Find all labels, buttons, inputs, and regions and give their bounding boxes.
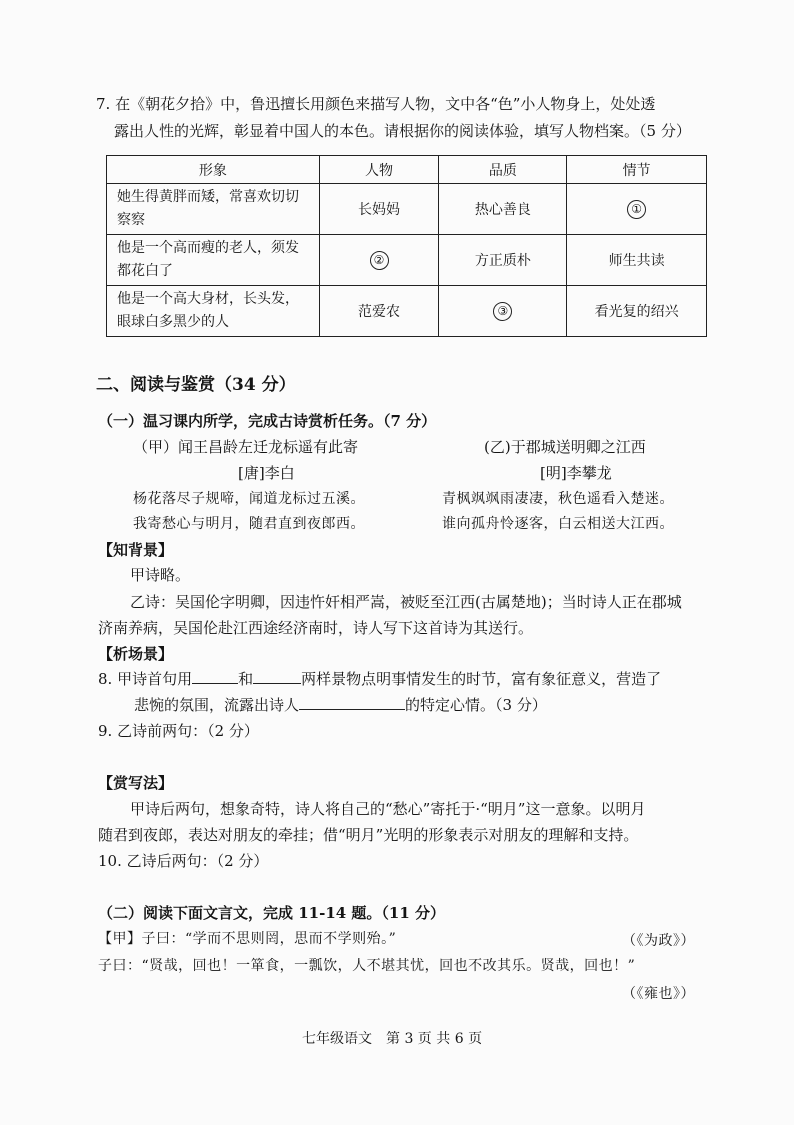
q8-text: 两样景物点明事情发生的时节，富有象征意义，营造了: [301, 670, 662, 688]
background-label: 【知背景】: [98, 541, 174, 559]
q8-text: 和: [238, 670, 254, 688]
plot-cell: 师生共读: [567, 235, 707, 286]
blank-marker-1: ①: [627, 200, 646, 219]
quality-cell: [439, 286, 567, 337]
background-b-line-1: 乙诗：吴国伦字明卿，因违忤奸相严嵩，被贬至江西(古属楚地)；当时诗人正在郡城: [130, 593, 682, 611]
desc-line: 都花白了: [117, 263, 173, 279]
background-b-line-2: 济南养病，吴国伦赴江西途经济南时，诗人写下这首诗为其送行。: [98, 619, 534, 637]
desc-line: 察察: [117, 212, 145, 228]
table-header-row: [107, 156, 707, 184]
poem-a-line: 杨花落尽子规啼，闻道龙标过五溪。: [133, 491, 365, 507]
blank-marker-2: ②: [370, 251, 389, 270]
question-7-line-1: 7. 在《朝花夕拾》中，鲁迅擅长用颜色来描写人物，文中各“色”小人物身上，处处透: [96, 95, 656, 113]
poem-b-author: [明]李攀龙: [540, 464, 612, 482]
image-cell: [107, 235, 320, 286]
source-label: （《雍也》）: [622, 986, 695, 1002]
classical-text-b: 子曰：“贤哉，回也！一箪食，一瓢饮，人不堪其忧，回也不改其乐。贤哉，回也！”: [98, 958, 636, 974]
poem-a-title: （甲）闻王昌龄左迁龙标遥有此寄: [133, 438, 359, 456]
source-label: （《为政》）: [622, 933, 695, 949]
background-a: 甲诗略。: [130, 566, 191, 584]
poem-a-line: 我寄愁心与明月，随君直到夜郎西。: [133, 516, 365, 532]
part-1-heading: （一）温习课内所学，完成古诗赏析任务。（7 分）: [98, 412, 437, 430]
poem-b-line: 青枫飒飒雨凄凄，秋色遥看入楚迷。: [442, 491, 674, 507]
method-label: 【赏写法】: [98, 774, 174, 792]
section-heading: 二、阅读与鉴赏（34 分）: [96, 375, 296, 395]
person-cell: 范爱农: [319, 286, 439, 337]
answer-blank[interactable]: [299, 695, 405, 710]
scene-label: 【析场景】: [98, 645, 174, 663]
page-footer: 七年级语文 第 3 页 共 6 页: [302, 1031, 483, 1047]
header-image: 形象: [107, 156, 320, 184]
desc-line: 她生得黄胖而矮，常喜欢切切: [117, 189, 299, 205]
image-cell: [107, 286, 320, 337]
poem-b-title: (乙)于郡城送明卿之江西: [484, 438, 646, 456]
header-person: 人物: [319, 156, 439, 184]
method-line-1: 甲诗后两句，想象奇特，诗人将自己的“愁心”寄托于·“明月”这一意象。以明月: [130, 800, 646, 818]
question-8-line-1: [98, 668, 661, 689]
q8-text: 悲惋的氛围，流露出诗人: [134, 696, 300, 714]
table-row: [107, 235, 707, 286]
table-row: [107, 286, 707, 337]
header-plot: 情节: [567, 156, 707, 184]
desc-line: 眼球白多黑少的人: [117, 314, 229, 330]
desc-line: 他是一个高大身材，长头发，: [117, 291, 299, 307]
person-cell: 长妈妈: [319, 184, 439, 235]
q8-text: 8. 甲诗首句用: [98, 670, 193, 688]
blank-marker-3: ③: [493, 302, 512, 321]
method-line-2: 随君到夜郎，表达对朋友的牵挂；借“明月”光明的形象表示对朋友的理解和支持。: [98, 826, 639, 844]
person-cell: [319, 235, 439, 286]
quality-cell: 方正质朴: [439, 235, 567, 286]
q8-text: 的特定心情。（3 分）: [405, 696, 547, 714]
question-7-line-2: 露出人性的光辉，彰显着中国人的本色。请根据你的阅读体验，填写人物档案。（5 分）: [114, 122, 691, 140]
header-quality: 品质: [439, 156, 567, 184]
table-row: [107, 184, 707, 235]
question-10: 10. 乙诗后两句：（2 分）: [98, 852, 269, 870]
desc-line: 他是一个高而瘦的老人，须发: [117, 240, 299, 256]
answer-blank[interactable]: [253, 669, 301, 684]
classical-text-a: 【甲】子曰：“学而不思则罔，思而不学则殆。”: [98, 931, 397, 947]
plot-cell: 看光复的绍兴: [567, 286, 707, 337]
question-8-line-2: [134, 694, 547, 715]
image-cell: [107, 184, 320, 235]
poem-a-author: [唐]李白: [238, 464, 295, 482]
question-9: 9. 乙诗前两句：（2 分）: [98, 722, 259, 740]
plot-cell: [567, 184, 707, 235]
poem-b-line: 谁向孤舟怜逐客，白云相送大江西。: [442, 516, 674, 532]
part-2-heading: （二）阅读下面文言文，完成 11-14 题。（11 分）: [98, 904, 446, 922]
character-profile-table: [106, 155, 707, 337]
quality-cell: 热心善良: [439, 184, 567, 235]
answer-blank[interactable]: [192, 669, 238, 684]
